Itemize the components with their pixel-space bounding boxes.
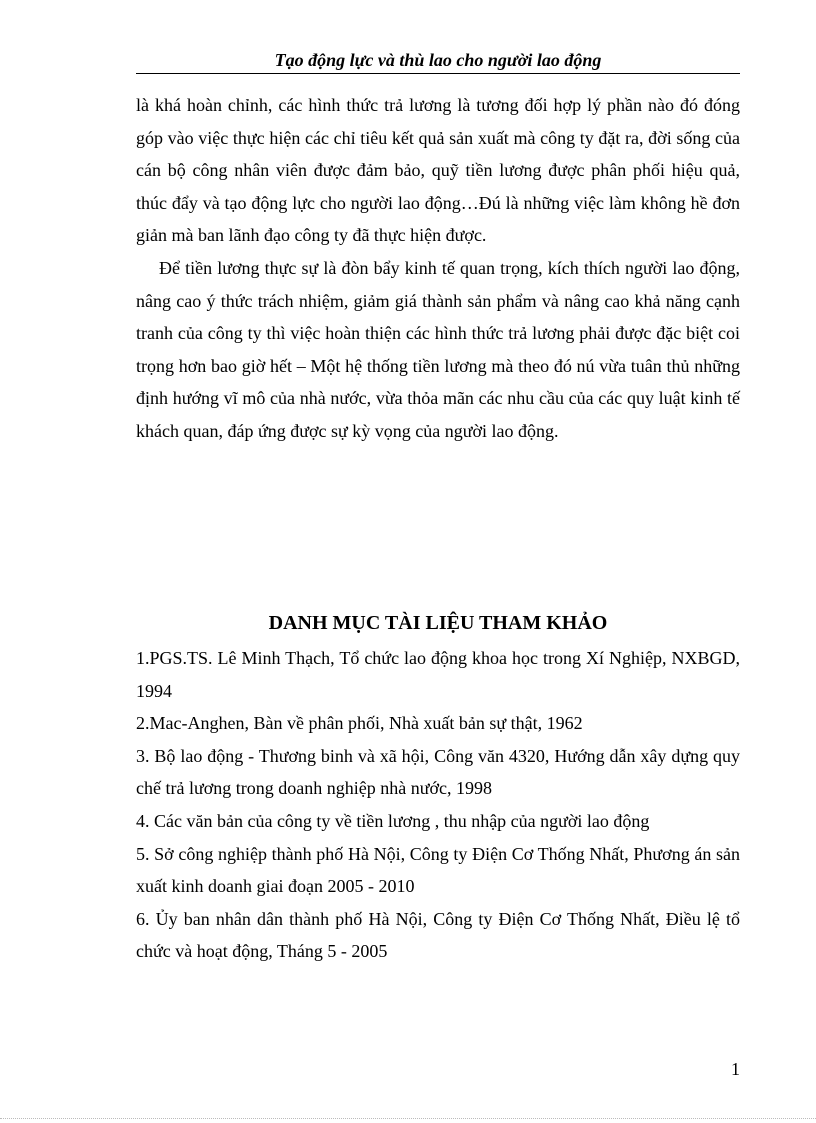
body-paragraph: Để tiền lương thực sự là đòn bẩy kinh tế quan trọng, kích thích người lao động, nâng cao ý thức trách nhiệm, giảm giá thành sản phẩm và nâng cao khả năng cạnh tranh của công ty thì việc hoàn thiện các hình thức trả lương phải được đặc biệt coi trọng hơn bao giờ hết – Một hệ thống tiền lương mà theo đó nú vừa tuân thủ những định hướng vĩ mô của nhà nước, vừa thỏa mãn các nhu cầu của các quy luật kinh tế khách quan, đáp ứng được sự kỳ vọng của người lao động.: [136, 257, 740, 441]
header-divider: [136, 73, 740, 74]
reference-item: 3. Bộ lao động - Thương binh và xã hội, Công văn 4320, Hướng dẫn xây dựng quy chế trả lương trong doanh nghiệp nhà nước, 1998: [136, 745, 740, 799]
reference-item: 2.Mac-Anghen, Bàn về phân phối, Nhà xuất bản sự thật, 1962: [136, 713, 583, 734]
running-header-title: Tạo động lực và thù lao cho người lao động: [274, 50, 602, 70]
body-text: [136, 89, 740, 448]
references-list: [136, 642, 740, 968]
reference-item: 6. Ủy ban nhân dân thành phố Hà Nội, Công ty Điện Cơ Thống Nhất, Điều lệ tổ chức và hoạt động, Tháng 5 - 2005: [136, 908, 740, 962]
page-bottom-divider: [0, 1118, 816, 1119]
body-paragraph: là khá hoàn chỉnh, các hình thức trả lương là tương đối hợp lý phần nào đó đóng góp vào việc thực hiện các chỉ tiêu kết quả sản xuất mà công ty đặt ra, đời sống của cán bộ công nhân viên được đảm bảo, quỹ tiền lương được phân phối hiệu quả, thúc đẩy và tạo động lực cho người lao động…Đú là những việc làm không hề đơn giản mà ban lãnh đạo công ty đã thực hiện được.: [136, 95, 740, 246]
reference-item: 4. Các văn bản của công ty về tiền lương , thu nhập của người lao động: [136, 810, 650, 831]
reference-item: 1.PGS.TS. Lê Minh Thạch, Tổ chức lao động khoa học trong Xí Nghiệp, NXBGD, 1994: [136, 648, 740, 701]
reference-item: 5. Sở công nghiệp thành phố Hà Nội, Công ty Điện Cơ Thống Nhất, Phương án sản xuất kinh doanh giai đoạn 2005 - 2010: [136, 843, 740, 897]
references-heading: DANH MỤC TÀI LIỆU THAM KHẢO: [268, 612, 608, 634]
page-number: 1: [731, 1059, 740, 1079]
